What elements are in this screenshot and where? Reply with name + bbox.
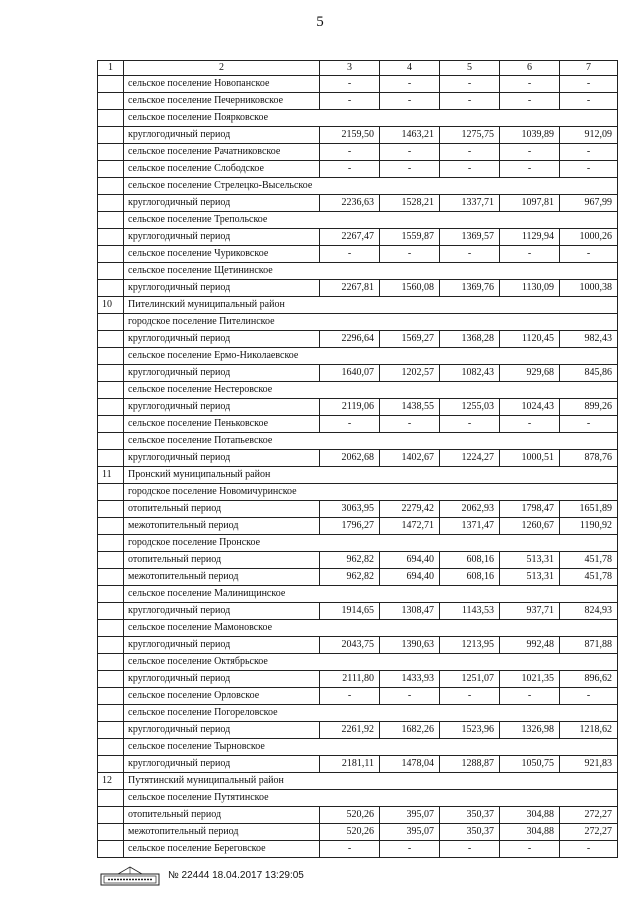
row-label-cell: круглогодичный период [124,671,320,688]
value-cell: - [560,841,618,858]
table-row [98,467,618,484]
value-cell: 1682,26 [380,722,440,739]
value-cell: 3063,95 [320,501,380,518]
table-header-row [98,61,618,76]
value-cell: 1368,28 [440,331,500,348]
settlement-heading-cell: сельское поселение Стрелецко-Высельское [124,178,618,195]
table-row [98,807,618,824]
value-cell: 2236,63 [320,195,380,212]
row-index-cell [98,399,124,416]
settlement-heading-cell: городское поселение Пронское [124,535,618,552]
row-index-cell [98,229,124,246]
value-cell: - [440,688,500,705]
value-cell: 1914,65 [320,603,380,620]
value-cell: 1308,47 [380,603,440,620]
value-cell: 1218,62 [560,722,618,739]
value-cell: 1523,96 [440,722,500,739]
value-cell: - [440,246,500,263]
value-cell: - [500,76,560,93]
value-cell: 2267,81 [320,280,380,297]
value-cell: 1260,67 [500,518,560,535]
value-cell: 395,07 [380,824,440,841]
value-cell: 982,43 [560,331,618,348]
header-cell: 6 [500,61,560,76]
settlement-heading-cell: сельское поселение Ермо-Николаевское [124,348,618,365]
value-cell: 1000,38 [560,280,618,297]
value-cell: 1130,09 [500,280,560,297]
value-cell: 962,82 [320,569,380,586]
value-cell: 1202,57 [380,365,440,382]
value-cell: 1024,43 [500,399,560,416]
value-cell: 1143,53 [440,603,500,620]
table-row [98,127,618,144]
row-index-cell [98,569,124,586]
value-cell: 1371,47 [440,518,500,535]
value-cell: 1275,75 [440,127,500,144]
row-index-cell [98,110,124,127]
table-row [98,756,618,773]
row-index-cell [98,756,124,773]
value-cell: - [320,161,380,178]
table-row [98,603,618,620]
row-index-cell [98,484,124,501]
settlement-heading-cell: сельское поселение Поярковское [124,110,618,127]
value-cell: 694,40 [380,552,440,569]
value-cell: 1559,87 [380,229,440,246]
row-label-cell: круглогодичный период [124,603,320,620]
row-label-cell: круглогодичный период [124,280,320,297]
value-cell: 1000,26 [560,229,618,246]
value-cell: 896,62 [560,671,618,688]
row-label-cell: отопительный период [124,552,320,569]
row-index-cell [98,212,124,229]
row-index-cell [98,637,124,654]
value-cell: 1021,35 [500,671,560,688]
row-index-cell [98,790,124,807]
value-cell: 912,09 [560,127,618,144]
value-cell: 608,16 [440,552,500,569]
value-cell: 1082,43 [440,365,500,382]
value-cell: 845,86 [560,365,618,382]
row-index-cell [98,705,124,722]
row-index-cell [98,535,124,552]
header-cell: 3 [320,61,380,76]
value-cell: - [380,841,440,858]
row-label-cell: сельское поселение Печерниковское [124,93,320,110]
value-cell: - [440,76,500,93]
row-index-cell: 12 [98,773,124,790]
value-cell: 2062,68 [320,450,380,467]
value-cell: 1796,27 [320,518,380,535]
value-cell: 937,71 [500,603,560,620]
settlement-heading-cell: сельское поселение Тырновское [124,739,618,756]
value-cell: - [320,76,380,93]
row-index-cell [98,841,124,858]
row-label-cell: круглогодичный период [124,637,320,654]
table-row [98,535,618,552]
settlement-heading-cell: сельское поселение Щетининское [124,263,618,280]
value-cell: 1402,67 [380,450,440,467]
registry-stamp-icon [100,866,160,886]
value-cell: - [380,416,440,433]
row-index-cell [98,93,124,110]
value-cell: 1369,76 [440,280,500,297]
value-cell: 962,82 [320,552,380,569]
table-row [98,348,618,365]
header-cell: 7 [560,61,618,76]
value-cell: 1369,57 [440,229,500,246]
value-cell: 1478,04 [380,756,440,773]
table-row [98,552,618,569]
value-cell: 2296,64 [320,331,380,348]
value-cell: 1463,21 [380,127,440,144]
row-index-cell [98,620,124,637]
value-cell: - [380,161,440,178]
value-cell: 2119,06 [320,399,380,416]
value-cell: - [440,144,500,161]
table-row [98,246,618,263]
table-row [98,297,618,314]
value-cell: 1472,71 [380,518,440,535]
table-row [98,382,618,399]
row-index-cell [98,654,124,671]
value-cell: - [380,688,440,705]
table-row [98,178,618,195]
table-row [98,773,618,790]
row-index-cell [98,501,124,518]
row-index-cell [98,348,124,365]
value-cell: 2159,50 [320,127,380,144]
value-cell: 1560,08 [380,280,440,297]
settlement-heading-cell: сельское поселение Мамоновское [124,620,618,637]
value-cell: 520,26 [320,824,380,841]
value-cell: - [560,76,618,93]
table-row [98,484,618,501]
table-row [98,671,618,688]
value-cell: 899,26 [560,399,618,416]
header-cell: 5 [440,61,500,76]
value-cell: 451,78 [560,569,618,586]
value-cell: - [440,93,500,110]
table-row [98,688,618,705]
value-cell: 2062,93 [440,501,500,518]
row-label-cell: сельское поселение Чуриковское [124,246,320,263]
row-label-cell: межотопительный период [124,824,320,841]
table-row [98,586,618,603]
value-cell: - [500,416,560,433]
value-cell: 1050,75 [500,756,560,773]
row-index-cell [98,263,124,280]
settlement-heading-cell: сельское поселение Путятинское [124,790,618,807]
page-number: 5 [316,14,324,30]
settlement-heading-cell: сельское поселение Погореловское [124,705,618,722]
value-cell: - [440,416,500,433]
value-cell: 1798,47 [500,501,560,518]
district-name-cell: Путятинский муниципальный район [124,773,618,790]
row-index-cell [98,365,124,382]
value-cell: - [560,144,618,161]
value-cell: 1190,92 [560,518,618,535]
table-row [98,76,618,93]
row-label-cell: круглогодичный период [124,722,320,739]
row-index-cell [98,671,124,688]
value-cell: 451,78 [560,552,618,569]
row-label-cell: сельское поселение Береговское [124,841,320,858]
value-cell: - [500,688,560,705]
value-cell: 520,26 [320,807,380,824]
value-cell: 350,37 [440,807,500,824]
row-index-cell [98,195,124,212]
value-cell: 1213,95 [440,637,500,654]
table-row [98,229,618,246]
value-cell: 1390,63 [380,637,440,654]
value-cell: - [560,161,618,178]
row-label-cell: межотопительный период [124,518,320,535]
row-index-cell [98,314,124,331]
table-row [98,722,618,739]
row-label-cell: круглогодичный период [124,450,320,467]
table-row [98,365,618,382]
value-cell: 304,88 [500,824,560,841]
row-label-cell: сельское поселение Орловское [124,688,320,705]
row-index-cell [98,739,124,756]
value-cell: - [320,246,380,263]
value-cell: 1039,89 [500,127,560,144]
value-cell: 1569,27 [380,331,440,348]
row-label-cell: круглогодичный период [124,756,320,773]
settlement-heading-cell: сельское поселение Потапьевское [124,433,618,450]
row-label-cell: межотопительный период [124,569,320,586]
header-cell: 1 [98,61,124,76]
value-cell: - [500,841,560,858]
table-row [98,416,618,433]
value-cell: - [380,246,440,263]
value-cell: - [440,841,500,858]
row-label-cell: сельское поселение Рачатниковское [124,144,320,161]
settlement-heading-cell: сельское поселение Нестеровское [124,382,618,399]
row-label-cell: круглогодичный период [124,399,320,416]
value-cell: - [560,93,618,110]
value-cell: 2181,11 [320,756,380,773]
row-label-cell: круглогодичный период [124,195,320,212]
value-cell: 2261,92 [320,722,380,739]
row-index-cell [98,807,124,824]
table-row [98,399,618,416]
value-cell: - [320,841,380,858]
row-index-cell [98,688,124,705]
header-cell: 4 [380,61,440,76]
table-row [98,110,618,127]
value-cell: 1438,55 [380,399,440,416]
row-index-cell [98,433,124,450]
row-index-cell [98,824,124,841]
settlement-heading-cell: сельское поселение Малинищинское [124,586,618,603]
table-row [98,263,618,280]
row-index-cell [98,127,124,144]
table-row [98,331,618,348]
value-cell: 878,76 [560,450,618,467]
value-cell: 513,31 [500,552,560,569]
value-cell: - [560,688,618,705]
settlement-heading-cell: сельское поселение Трепольское [124,212,618,229]
table-row [98,93,618,110]
settlement-heading-cell: сельское поселение Октябрьское [124,654,618,671]
table-row [98,195,618,212]
table-row [98,841,618,858]
value-cell: 1224,27 [440,450,500,467]
value-cell: 1000,51 [500,450,560,467]
value-cell: 1097,81 [500,195,560,212]
value-cell: - [320,416,380,433]
value-cell: - [320,144,380,161]
row-index-cell [98,382,124,399]
row-index-cell [98,722,124,739]
table-row [98,824,618,841]
row-index-cell [98,586,124,603]
value-cell: 2279,42 [380,501,440,518]
row-index-cell [98,552,124,569]
value-cell: 967,99 [560,195,618,212]
value-cell: 2267,47 [320,229,380,246]
value-cell: 304,88 [500,807,560,824]
row-index-cell [98,76,124,93]
row-index-cell [98,246,124,263]
value-cell: 272,27 [560,807,618,824]
table-row [98,314,618,331]
row-index-cell [98,178,124,195]
row-index-cell: 11 [98,467,124,484]
header-cell: 2 [124,61,320,76]
table-row [98,637,618,654]
value-cell: 2111,80 [320,671,380,688]
table-row [98,433,618,450]
table-row [98,280,618,297]
value-cell: - [380,76,440,93]
table-row [98,705,618,722]
value-cell: - [320,93,380,110]
value-cell: 694,40 [380,569,440,586]
table-row [98,161,618,178]
table-row [98,620,618,637]
value-cell: - [500,161,560,178]
value-cell: 921,83 [560,756,618,773]
row-index-cell [98,161,124,178]
row-label-cell: круглогодичный период [124,365,320,382]
value-cell: - [500,93,560,110]
value-cell: 513,31 [500,569,560,586]
registration-number: № 22444 18.04.2017 13:29:05 [168,870,304,881]
table-row [98,790,618,807]
settlement-heading-cell: городское поселение Пителинское [124,314,618,331]
value-cell: 2043,75 [320,637,380,654]
row-label-cell: круглогодичный период [124,331,320,348]
value-cell: 1337,71 [440,195,500,212]
table-row [98,518,618,535]
value-cell: 992,48 [500,637,560,654]
row-label-cell: сельское поселение Пеньковское [124,416,320,433]
value-cell: 929,68 [500,365,560,382]
row-label-cell: круглогодичный период [124,229,320,246]
value-cell: 871,88 [560,637,618,654]
row-label-cell: сельское поселение Слободское [124,161,320,178]
value-cell: 395,07 [380,807,440,824]
table-row [98,501,618,518]
value-cell: 1528,21 [380,195,440,212]
table-row [98,739,618,756]
value-cell: 1120,45 [500,331,560,348]
row-index-cell [98,450,124,467]
row-index-cell: 10 [98,297,124,314]
value-cell: - [440,161,500,178]
row-index-cell [98,416,124,433]
value-cell: 608,16 [440,569,500,586]
value-cell: - [380,93,440,110]
value-cell: 824,93 [560,603,618,620]
value-cell: - [320,688,380,705]
value-cell: 1255,03 [440,399,500,416]
table-row [98,212,618,229]
row-index-cell [98,280,124,297]
value-cell: 1129,94 [500,229,560,246]
value-cell: 1651,89 [560,501,618,518]
value-cell: 1288,87 [440,756,500,773]
value-cell: 1433,93 [380,671,440,688]
table-row [98,654,618,671]
table-row [98,450,618,467]
value-cell: - [500,144,560,161]
district-name-cell: Пителинский муниципальный район [124,297,618,314]
value-cell: 350,37 [440,824,500,841]
settlement-heading-cell: городское поселение Новомичуринское [124,484,618,501]
table-row [98,144,618,161]
row-label-cell: круглогодичный период [124,127,320,144]
value-cell: 1640,07 [320,365,380,382]
value-cell: 272,27 [560,824,618,841]
value-cell: - [500,246,560,263]
row-index-cell [98,144,124,161]
value-cell: - [560,246,618,263]
row-label-cell: отопительный период [124,501,320,518]
district-name-cell: Пронский муниципальный район [124,467,618,484]
tariff-table [97,60,618,858]
row-index-cell [98,331,124,348]
value-cell: 1326,98 [500,722,560,739]
row-index-cell [98,603,124,620]
value-cell: 1251,07 [440,671,500,688]
table-row [98,569,618,586]
registration-footer [100,866,500,888]
row-index-cell [98,518,124,535]
row-label-cell: отопительный период [124,807,320,824]
row-label-cell: сельское поселение Новопанское [124,76,320,93]
value-cell: - [380,144,440,161]
value-cell: - [560,416,618,433]
